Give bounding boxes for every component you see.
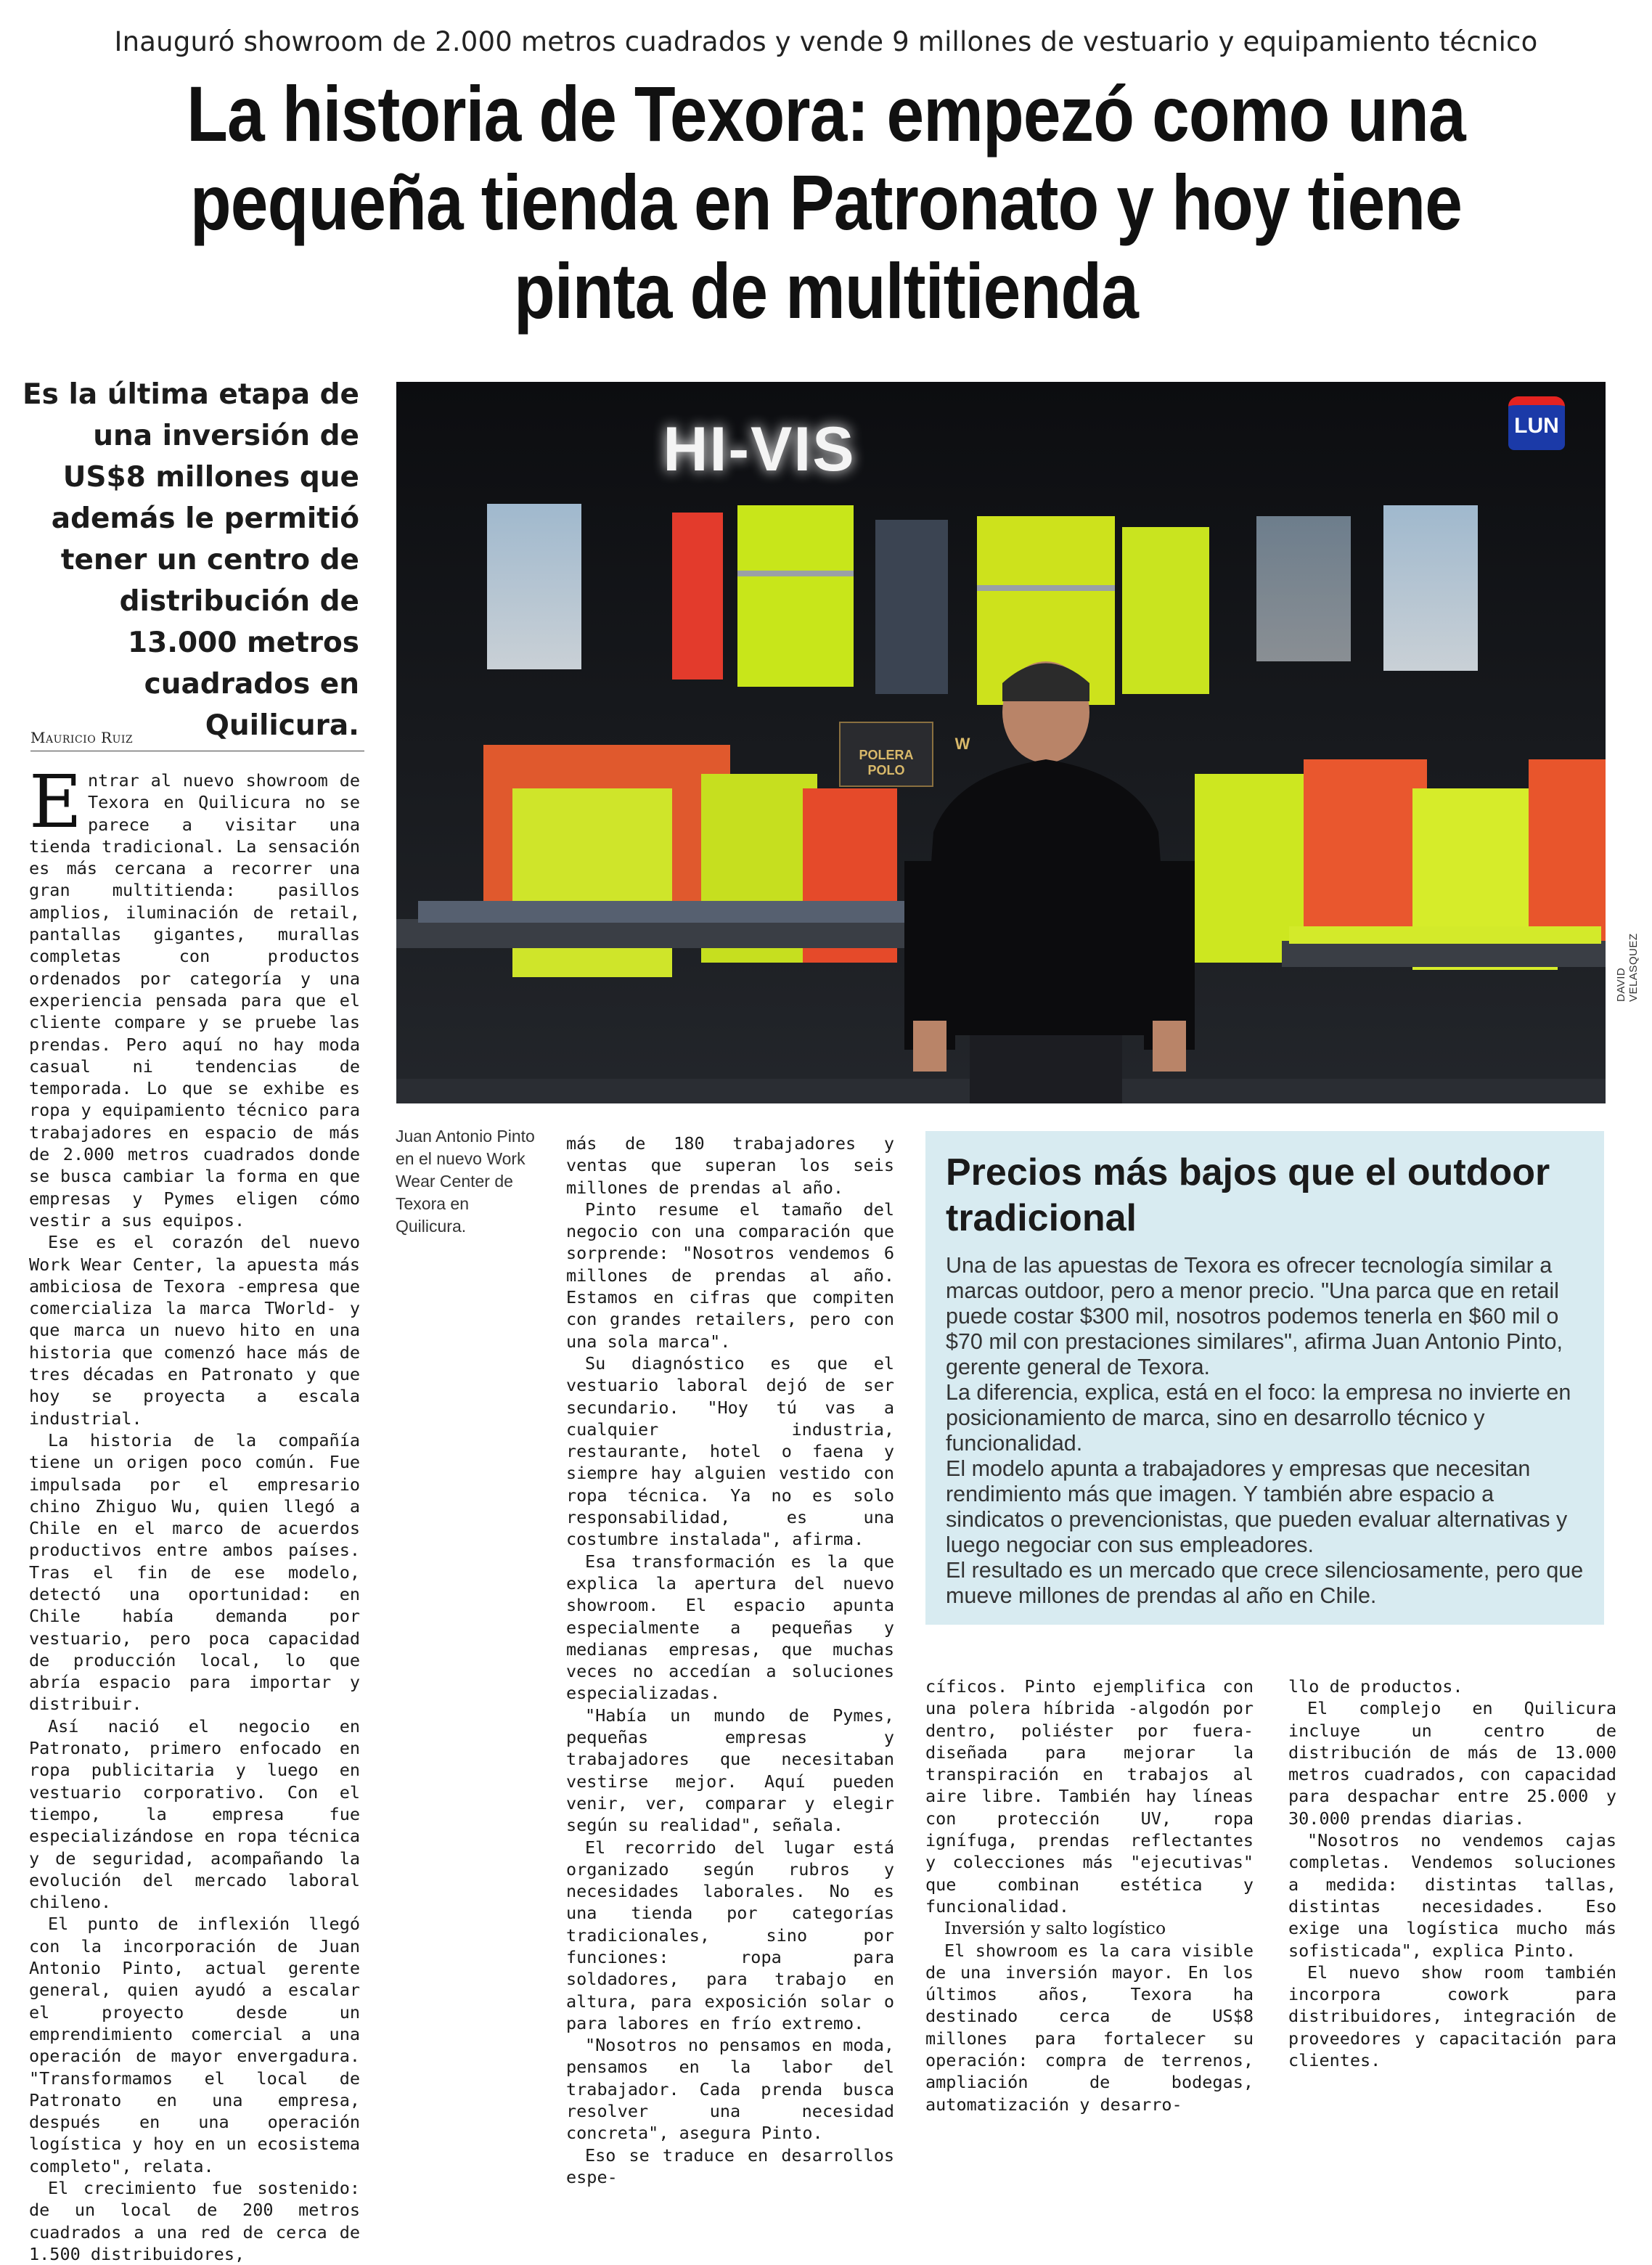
paragraph: Esa transformación es la que explica la apertura del nuevo showroom. El espacio apunta especialmente a pequeñas y medianas empresas, que muchas veces no accedían a soluciones especializadas. [566,1551,894,1704]
sidebar-paragraph: La diferencia, explica, está en el foco: la empresa no invierte en posicionamiento de marca, sino en desarrollo técnico y funcionalidad. [946,1380,1571,1456]
paragraph-text: ntrar al nuevo showroom de Texora en Quilicura no se parece a visitar una tienda tradicional. La sensación es más cercana a recorrer una gran multitienda: pasillos amplios, iluminación de retail, pantallas gigantes, murallas completas con productos ordenados por categoría y una experiencia pensada para que el cliente compare y se pruebe las prendas. Pero aquí no hay moda casual ni tendencias de temporada. Lo que se exhibe es ropa y equipamiento técnico para trabajadores en espacio de más de 2.000 metros cuadrados donde se busca cambiar la forma en que empresas y Pymes eligen cómo vestir a sus equipos. [29,770,360,1231]
photo-credit: DAVID VELASQUEZ [1615,933,1640,1002]
paragraph: El showroom es la cara visible de una inversión mayor. En los últimos años, Texora ha destinado cerca de US$8 millones para fortalecer su operación: compra de terrenos, ampliación de bodegas, automatización y desarro- [925,1940,1254,2115]
paragraph: Ese es el corazón del nuevo Work Wear Center, la apuesta más ambiciosa de Texora -empresa que comercializa la marca TWorld- y que marca un nuevo hito en una historia que comenzó hace más de tres décadas en Patronato y que hoy se proyecta a escala industrial. [29,1232,360,1429]
showroom-illustration [396,382,1606,1103]
sidebar-paragraph: El modelo apunta a trabajadores y empresas que necesitan rendimiento más que imagen. Y también abre espacio a sindicatos o prevencionistas, que pueden evaluar alternativas y luego negociar con sus empleadores. [946,1456,1568,1557]
article-column-4 [1288,1676,1616,2071]
subhead: Inversión y salto logístico [944,1918,1166,1939]
main-photo [396,382,1606,1103]
kicker: Inauguró showroom de 2.000 metros cuadrados y vende 9 millones de vestuario y equipamiento técnico [114,26,1538,57]
paragraph [29,759,360,1231]
paragraph: El complejo en Quilicura incluye un centro de distribución de más de 13.000 metros cuadrados, con capacidad para despachar entre 25.000 y 30.000 prendas diarias. [1288,1698,1616,1829]
sidebar-paragraph: El resultado es un mercado que crece silenciosamente, pero que mueve millones de prendas al año en Chile. [946,1558,1584,1608]
sidebar-paragraph: Una de las apuestas de Texora es ofrecer tecnología similar a marcas outdoor, pero a menor precio. "Una parca que en retail puede costar $300 mil, nosotros podemos tenerla en $60 mil o $70 mil con prestaciones similares", afirma Juan Antonio Pinto, gerente general de Texora. [946,1253,1563,1379]
paragraph: Su diagnóstico es que el vestuario laboral dejó de ser secundario. "Hoy tú vas a cualquier industria, restaurante, hotel o faena y siempre hay alguien vestido con ropa técnica. Ya no es solo responsabilidad, es una costumbre instalada", afirma. [566,1352,894,1550]
paragraph: El nuevo show room también incorpora cowork para distribuidores, integración de proveedores y capacitación para clientes. [1288,1962,1616,2071]
article-column-3 [925,1676,1254,2115]
sidebar-box [925,1131,1604,1625]
photo-caption: Juan Antonio Pinto en el nuevo Work Wear Center de Texora en Quilicura. [396,1127,535,1236]
paragraph: La historia de la compañía tiene un origen poco común. Fue impulsada por el empresario chino Zhiguo Wu, quien llegó a Chile en el marco de acuerdos productivos entre ambos países. Tras el fin de ese modelo, detectó una oportunidad: en Chile había demanda por vestuario, pero poca capacidad de producción local, lo que abría espacio para importar y distribuir. [29,1429,360,1715]
paragraph: "Había un mundo de Pymes, pequeñas empresas y trabajadores que necesitaban vestirse mejor. Aquí pueden venir, ver, comparar y elegir según su realidad", señala. [566,1705,894,1836]
paragraph: llo de productos. [1288,1676,1463,1697]
byline: Mauricio Ruiz [30,729,364,751]
paragraph: El punto de inflexión llegó con la incorporación de Juan Antonio Pinto, actual gerente general, quien ayudó a escalar el proyecto desde un emprendimiento comercial a una operación de mayor envergadura. "Transformamos el local de Patronato en una empresa, después en una operación logística y hoy en un ecosistema completo", relata. [29,1914,360,2176]
hi-vis-sign: HI-VIS [663,415,856,484]
paragraph: Así nació el negocio en Patronato, primero enfocado en ropa publicitaria y luego en vestuario corporativo. Con el tiempo, la empresa fue especializándose en ropa técnica y de seguridad, acompañando la evolución del mercado laboral chileno. [29,1715,360,1913]
paragraph: más de 180 trabajadores y ventas que superan los seis millones de prendas al año. [566,1133,894,1198]
deck: Es la última etapa de una inversión de US$8 millones que además le permitió tener un centro de distribución de 13.000 metros cuadrados en Quilicura. [23,378,359,742]
article-column-1 [29,759,360,2264]
headline: La historia de Texora: empezó como una pequeña tienda en Patronato y hoy tiene pinta de multitienda [187,70,1465,335]
product-tag: POLERA POLO [839,722,933,787]
drop-cap: E [29,759,82,844]
paragraph: Eso se traduce en desarrollos espe- [566,2144,894,2187]
paragraph: El crecimiento fue sostenido: de un local de 200 metros cuadrados a una red de cerca de 1.500 distribuidores, [29,2178,360,2264]
sidebar-body [946,1253,1584,1609]
paragraph: cíficos. Pinto ejemplifica con una polera híbrida -algodón por dentro, poliéster por fuera- diseñada para mejorar la transpiración en trabajos al aire libre. También hay líneas con protección UV, ropa ignífuga, prendas reflectantes y colecciones más "ejecutivas" que combinan estética y funcionalidad. [925,1676,1254,1917]
paragraph: Pinto resume el tamaño del negocio con una comparación que sorprende: "Nosotros vendemos 6 millones de prendas al año. Estamos en cifras que compiten con grandes retailers, pero con una sola marca". [566,1199,894,1352]
paragraph: El recorrido del lugar está organizado según rubros y necesidades laborales. No es una tienda por categorías tradicionales, sino por funciones: ropa para soldadores, para trabajo en altura, para exposición solar o para labores en frío extremo. [566,1837,894,2033]
brand-mark: W [954,735,970,753]
paragraph: "Nosotros no vendemos cajas completas. Vendemos soluciones a medida: distintas tallas, distintas necesidades. Eso exige una logística mucho más sofisticada", explica Pinto. [1288,1830,1616,1961]
lun-badge: LUN [1508,396,1565,450]
sidebar-title: Precios más bajos que el outdoor tradicional [946,1151,1550,1239]
paragraph: "Nosotros no pensamos en moda, pensamos en la labor del trabajador. Cada prenda busca resolver una necesidad concreta", asegura Pinto. [566,2035,894,2144]
article-column-2 [566,1132,894,2187]
